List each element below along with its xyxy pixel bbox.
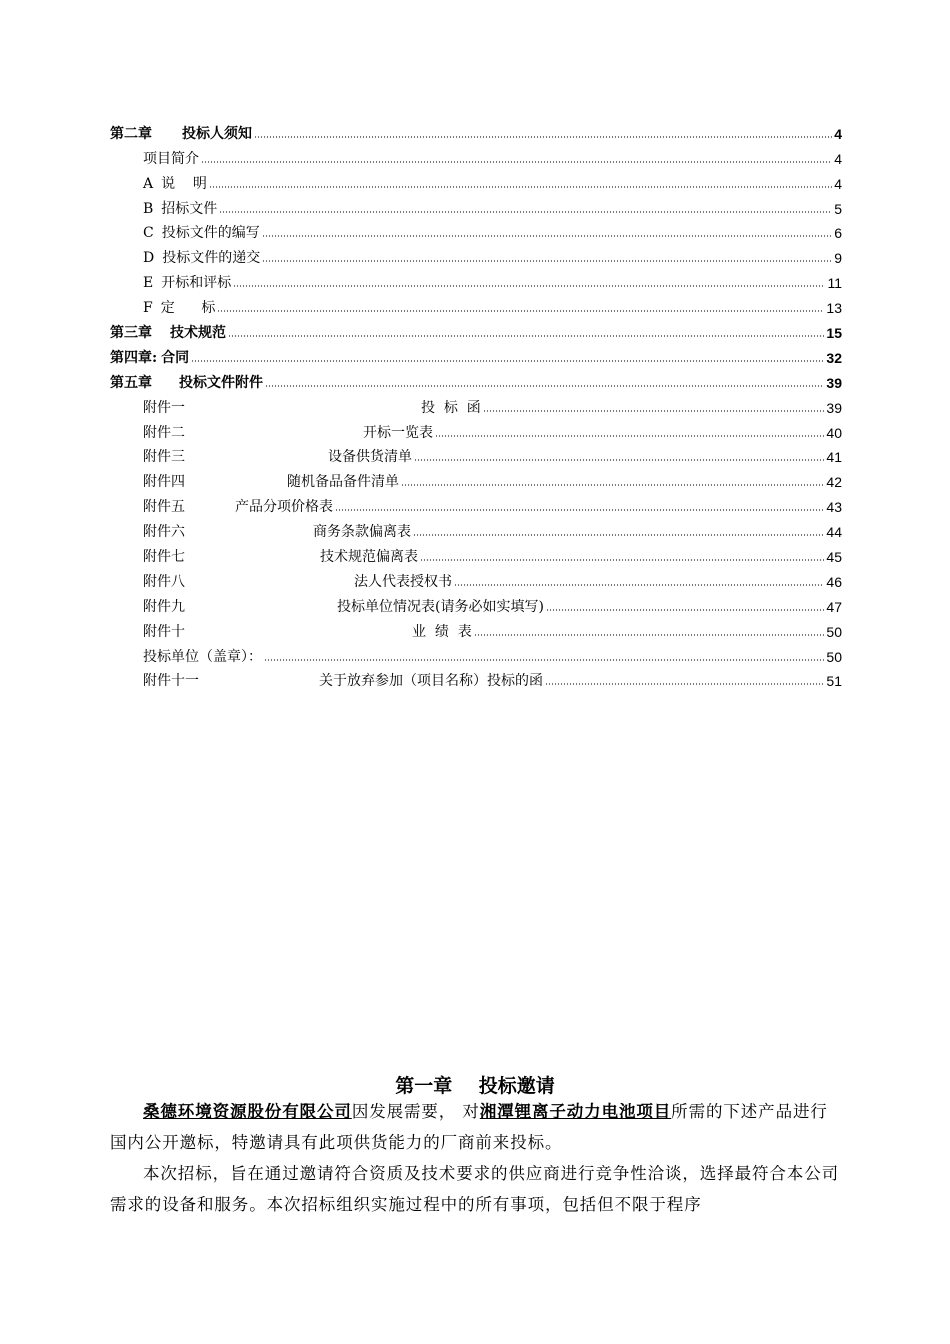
toc-entry[interactable] [110,666,842,691]
toc-entry-name: 投标单位情况表(请务必如实填写) [337,598,544,615]
toc-dot-leader [545,682,824,686]
toc-page-number: 39 [826,374,842,391]
toc-entry[interactable] [110,516,842,541]
toc-dot-leader [474,633,825,637]
toc-dot-leader [254,135,832,139]
toc-entry[interactable] [110,118,842,143]
toc-entry-name: 技术规范偏离表 [320,549,418,566]
toc-entry-name: 开标和评标 [161,275,232,292]
toc-entry[interactable] [110,491,842,516]
toc-entry-name: 投标单位（盖章）： [143,648,262,665]
toc-entry[interactable] [110,342,842,367]
toc-entry-number: 附件九 [143,598,185,615]
toc-page-number: 9 [834,250,842,267]
toc-entry-title [110,125,252,143]
toc-entry-number: 第二章 [110,125,152,142]
toc-entry[interactable] [110,367,842,392]
toc-entry-number: D [143,250,155,267]
toc-page-number: 47 [826,598,842,615]
toc-dot-leader [191,359,824,363]
toc-entry[interactable] [110,417,842,442]
toc-entry-name: 商务条款偏离表 [313,524,411,541]
toc-entry-number: 附件三 [143,449,185,466]
toc-page-number: 11 [827,275,842,292]
toc-dot-leader [454,583,824,587]
toc-dot-leader [401,483,824,487]
table-of-contents [110,118,842,690]
toc-entry-number: 附件八 [143,573,185,590]
toc-entry-name: 投标文件的编写 [161,225,260,242]
intro-body [110,1096,842,1220]
toc-page-number: 43 [826,499,842,516]
toc-page-number: 46 [826,573,842,590]
toc-entry-number: 附件一 [143,399,185,416]
toc-entry-name: 法人代表授权书 [354,573,452,590]
toc-entry-name: 定 标 [160,300,216,317]
toc-entry-name: 招标文件 [161,200,218,217]
toc-entry-title [110,374,263,392]
toc-entry-title [110,324,226,342]
toc-entry-title [143,399,481,417]
toc-entry-number: 附件五 [143,499,185,516]
toc-entry-title [110,349,189,367]
toc-entry-title [143,150,199,168]
toc-page-number: 50 [826,648,842,665]
toc-page-number: 6 [834,225,842,242]
company-name: 桑德环境资源股份有限公司 [143,1102,352,1121]
toc-page-number: 42 [826,474,842,491]
project-name: 湘潭锂离子动力电池项目 [479,1102,672,1121]
toc-entry-number: 附件十一 [143,673,199,690]
toc-dot-leader [483,409,825,413]
toc-page-number: 4 [834,150,842,167]
toc-entry-title [143,573,452,591]
toc-entry[interactable] [110,218,842,243]
toc-entry[interactable] [110,541,842,566]
toc-entry-number: 附件十 [143,623,185,640]
toc-entry-name: 投标文件附件 [179,374,263,391]
toc-page-number: 51 [826,673,842,690]
toc-entry[interactable] [110,466,842,491]
toc-entry[interactable] [110,242,842,267]
toc-entry-number: C [143,225,154,242]
toc-entry-number: F [143,300,153,317]
toc-entry-name: 产品分项价格表 [235,499,333,516]
toc-entry-title [143,523,411,541]
toc-entry-title [143,473,399,491]
toc-dot-leader [335,508,824,512]
toc-dot-leader [264,658,824,662]
toc-entry-title [143,498,333,516]
toc-entry-name: 投 标 函 [421,399,481,416]
toc-entry-name: 投标文件的递交 [162,250,261,267]
toc-entry[interactable] [110,143,842,168]
intro-paragraph-2: 本次招标，旨在通过邀请符合资质及技术要求的供应商进行竞争性洽谈，选择最符合本公司需求的设备和服务。本次招标组织实施过程中的所有事项，包括但不限于程序 [110,1164,839,1214]
toc-entry[interactable] [110,591,842,616]
toc-dot-leader [435,434,824,438]
toc-entry-name: 项目简介 [143,150,199,167]
toc-page-number: 4 [834,125,842,142]
toc-dot-leader [546,608,824,612]
intro-text-1: 因发展需要， 对 [351,1102,480,1121]
toc-page-number: 40 [826,424,842,441]
toc-entry-number: E [143,275,154,292]
toc-entry-title [143,672,543,690]
toc-entry-title [143,448,412,466]
toc-dot-leader [420,558,824,562]
toc-dot-leader [413,533,824,537]
toc-entry-name: 开标一览表 [363,424,433,441]
toc-entry[interactable] [110,616,842,641]
toc-dot-leader [219,210,832,214]
toc-dot-leader [209,185,832,189]
toc-entry[interactable] [110,566,842,591]
toc-page-number: 44 [826,524,842,541]
toc-entry[interactable] [110,641,842,666]
toc-page-number: 15 [826,325,842,342]
toc-dot-leader [265,384,824,388]
toc-entry-number: 第四章: [110,349,158,366]
toc-entry[interactable] [110,292,842,317]
toc-entry[interactable] [110,168,842,193]
toc-dot-leader [414,458,824,462]
toc-entry-title [143,274,231,292]
intro-paragraph-1 [110,1096,842,1158]
toc-entry-number: 附件二 [143,424,185,441]
toc-entry-title [143,598,544,616]
toc-dot-leader [217,309,824,313]
toc-entry-title [143,249,260,267]
toc-entry-name: 关于放弃参加（项目名称）投标的函 [319,673,543,690]
toc-entry-name: 投标人须知 [182,125,252,142]
toc-entry[interactable] [110,317,842,342]
toc-entry-name: 设备供货清单 [328,449,412,466]
toc-entry-title [143,648,262,666]
toc-entry[interactable] [110,193,842,218]
intro-text-2: 所需的下述产品进行国内公开邀标，特邀请具有此项供货能力的厂商前来投标。 [110,1102,828,1152]
toc-dot-leader [201,160,832,164]
toc-dot-leader [233,284,825,288]
toc-entry-title [143,424,433,442]
toc-entry-name: 说 明 [161,175,207,192]
toc-entry-name: 业 绩 表 [412,623,472,640]
toc-dot-leader [262,259,832,263]
toc-page-number: 4 [834,175,842,192]
toc-entry[interactable] [110,267,842,292]
toc-entry-name: 随机备品备件清单 [287,474,399,491]
toc-page-number: 50 [826,623,842,640]
toc-entry-title [143,200,217,218]
toc-dot-leader [228,334,824,338]
toc-entry[interactable] [110,442,842,467]
toc-page-number: 5 [834,200,842,217]
toc-entry-name: 技术规范 [170,325,226,342]
toc-page-number: 13 [826,300,842,317]
toc-entry[interactable] [110,392,842,417]
toc-entry-number: 第五章 [110,374,152,391]
toc-entry-number: A [143,175,154,192]
toc-entry-title [143,548,418,566]
toc-entry-title [143,224,260,242]
toc-entry-title [143,299,215,317]
toc-page-number: 32 [826,349,842,366]
toc-dot-leader [262,234,832,238]
toc-page-number: 41 [826,449,842,466]
toc-entry-title [143,623,472,641]
toc-page-number: 39 [826,399,842,416]
toc-entry-title [143,175,207,193]
toc-entry-name: 合同 [161,349,190,366]
toc-entry-number: B [143,200,154,217]
chapter-title: 第一章 投标邀请 [395,1075,555,1097]
toc-entry-number: 第三章 [110,325,152,342]
toc-entry-number: 附件四 [143,474,185,491]
toc-entry-number: 附件六 [143,524,185,541]
toc-page-number: 45 [826,549,842,566]
toc-entry-number: 附件七 [143,549,185,566]
